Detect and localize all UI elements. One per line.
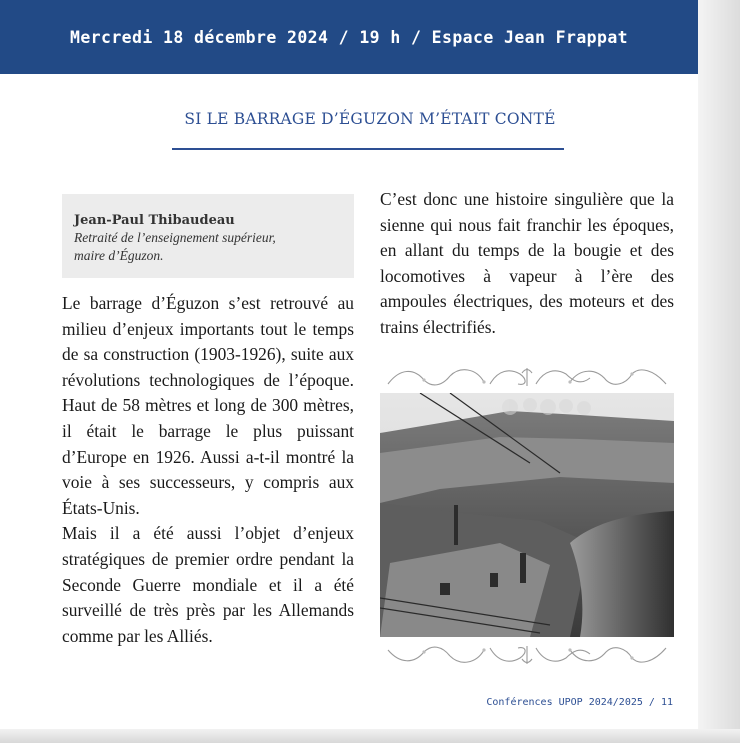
page-edge-shadow [698, 0, 740, 743]
paragraph-2: Mais il a été aussi l’objet d’enjeux stratégiques de premier ordre pendant la Seconde Guerre mondiale et il a été surveillé de très près par les Allemands comme par les Alliés. [62, 523, 354, 646]
ornament-bottom-icon [380, 642, 674, 668]
ornament-top-icon [380, 364, 674, 390]
title-underline [172, 148, 564, 150]
author-name: Jean-Paul Thibaudeau [74, 213, 235, 228]
right-column [380, 187, 674, 341]
author-role-line1: Retraité de l’enseignement supérieur, [74, 230, 276, 245]
paragraph-1: Le barrage d’Éguzon s’est retrouvé au milieu d’enjeux importants tout le temps de sa construction (1903-1926), suite aux révolutions technologiques de l’époque. Haut de 58 mètres et long de 300 mètres, il était le barrage le plus puissant d’Europe en 1926. Aussi a-t-il montré la voie à ses successeurs, y compris aux États-Unis. [62, 293, 354, 518]
page-footer: Conférences UPOP 2024/2025 / 11 [486, 697, 673, 708]
event-date-location: Mercredi 18 décembre 2024 / 19 h / Espace Jean Frappat [69, 27, 629, 47]
left-column [62, 291, 354, 649]
dam-construction-photo [380, 393, 674, 637]
author-box [62, 194, 354, 278]
page-edge-shadow-bottom [0, 729, 740, 743]
author-role-line2: maire d’Éguzon. [74, 248, 164, 263]
header-band [0, 0, 698, 74]
article-title: SI LE BARRAGE D’ÉGUZON M’ÉTAIT CONTÉ [184, 110, 556, 128]
paragraph-3: C’est donc une histoire singulière que la sienne qui nous fait franchir les époques, en allant du temps de la bougie et des locomotives à vapeur à l’ère des ampoules électriques, des moteurs et des trains électrifiés. [380, 189, 674, 337]
